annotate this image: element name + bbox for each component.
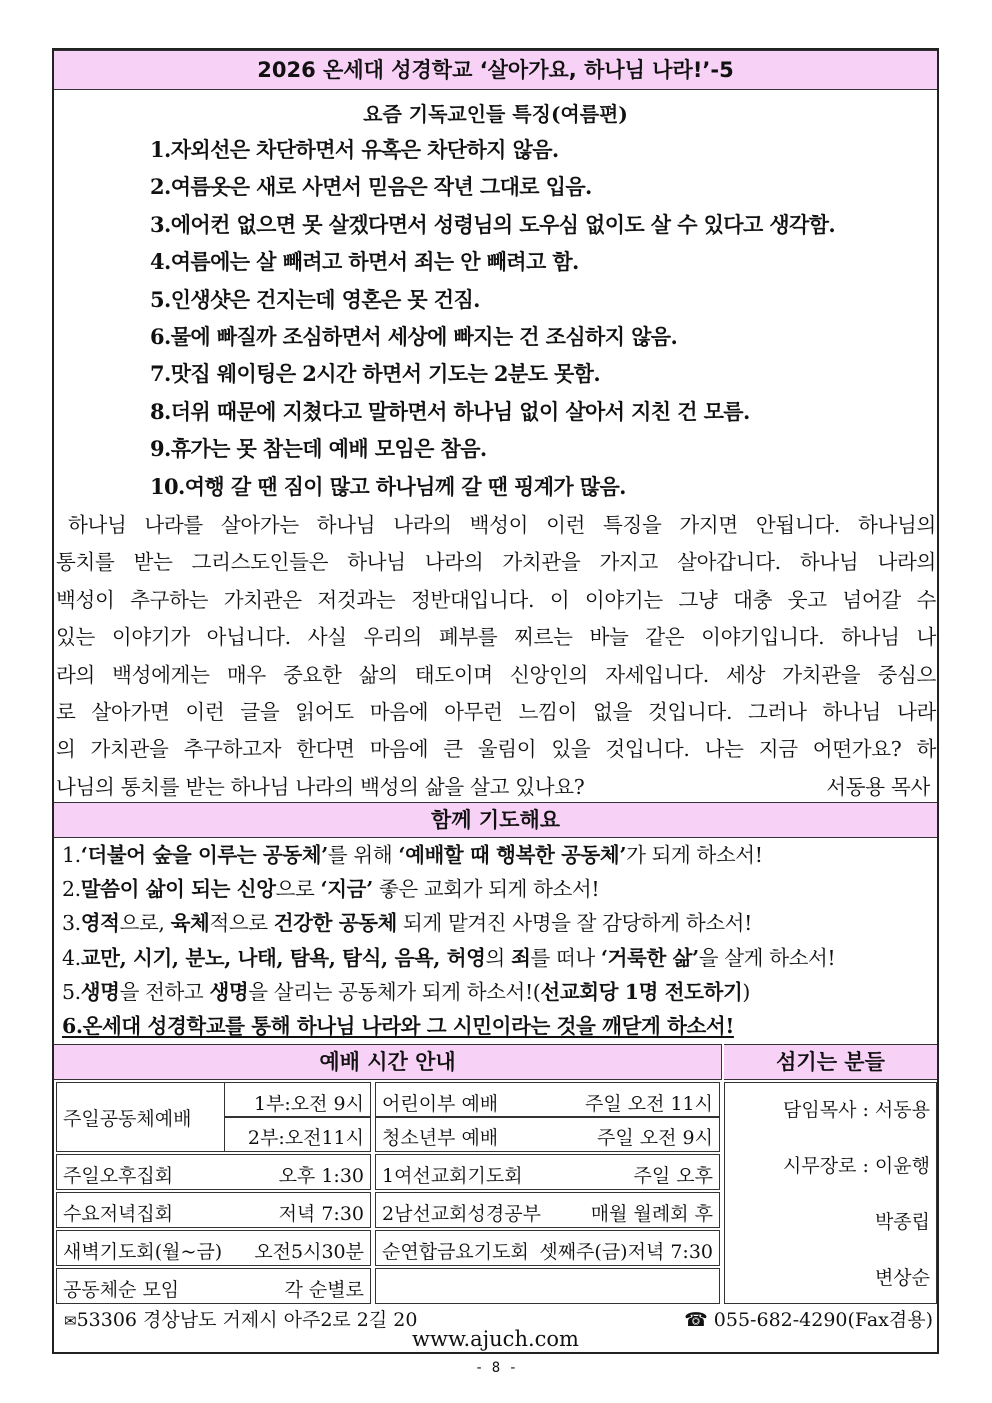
phone-icon: ☎	[684, 1309, 708, 1331]
youth-worship-label: 청소년부 예배	[382, 1127, 499, 1149]
prayer-text: 선교회당 1명 전도하기	[540, 979, 743, 1004]
prayer-item	[62, 1009, 734, 1039]
men-study-label: 2남선교회성경공부	[382, 1203, 541, 1225]
prayer-text: 교만, 시기, 분노, 나태, 탐욕, 탐식, 음욕, 허영	[80, 945, 486, 970]
servers-header: 섬기는 분들	[724, 1044, 937, 1080]
section-subtitle: 요즘 기독교인들 특징(여름편)	[363, 102, 628, 126]
trait-item: 9.휴가는 못 참는데 예배 모임은 참음.	[150, 436, 487, 462]
dawn-prayer-cell	[56, 1230, 371, 1266]
empty-cell	[375, 1268, 720, 1304]
body-line-text: 라의 백성에게는 매우 중요한 삶의 태도이며 신앙인의 자세입니다. 세상 가치관을 중심으	[56, 662, 936, 687]
body-line	[56, 583, 936, 613]
page-title: 2026 온세대 성경학교 ‘살아가요, 하나님 나라!’-5	[54, 50, 937, 90]
address: 53306 경상남도 거제시 아주2로 2길 20	[76, 1309, 418, 1331]
prayer-header: 함께 기도해요	[54, 802, 937, 838]
sunday-service-2	[224, 1116, 371, 1152]
prayer-text: ‘지금’	[320, 877, 373, 902]
prayer-text: 죄	[511, 945, 531, 970]
wednesday-time: 저녁 7:30	[278, 1203, 364, 1225]
youth-worship-cell	[375, 1116, 720, 1152]
prayer-text: 건강한 공동체	[273, 911, 397, 936]
prayer-text: 생명	[209, 979, 249, 1004]
prayer-text: ‘예배할 때 행복한 공동체’	[398, 843, 627, 867]
friday-prayer-cell	[375, 1230, 720, 1266]
body-line	[56, 695, 936, 725]
prayer-text: 5.	[62, 979, 81, 1004]
trait-item: 6.물에 빠질까 조심하면서 세상에 빠지는 건 조심하지 않음.	[150, 324, 678, 349]
elder-3: 변상순	[874, 1267, 930, 1289]
prayer-item	[62, 906, 752, 936]
body-line-text: 나님의 통치를 받는 하나님 나라의 백성의 삶을 살고 있나요?	[56, 774, 585, 799]
sunday-service-1	[224, 1082, 371, 1118]
men-study-cell	[375, 1192, 720, 1228]
prayer-text: 4.	[62, 945, 81, 970]
sunday-pm-cell	[56, 1154, 371, 1190]
body-line	[56, 620, 936, 650]
body-line	[56, 545, 936, 575]
sunday-service-1-time: 1부:오전 9시	[253, 1093, 364, 1115]
prayer-text: )	[742, 979, 750, 1004]
website-link[interactable]: www.ajuch.com	[412, 1327, 579, 1351]
body-line-text: 로 살아가면 이런 글을 읽어도 마음에 아무런 느낌이 없을 것입니다. 그러나 하나님 나라	[56, 700, 936, 724]
body-line-text: 의 가치관을 추구하고자 한다면 마음에 큰 울림이 있을 것입니다. 나는 지금 어떤가요? 하	[56, 737, 936, 762]
trait-item: 7.맛집 웨이팅은 2시간 하면서 기도는 2분도 못함.	[150, 361, 601, 387]
sunday-pm-label: 주일오후집회	[63, 1165, 174, 1187]
friday-prayer-time: 셋째주(금)저녁 7:30	[539, 1241, 713, 1263]
prayer-text: 2.	[62, 877, 81, 902]
trait-item: 2.여름옷은 새로 사면서 믿음은 작년 그대로 입음.	[150, 174, 592, 200]
youth-worship-time: 주일 오전 9시	[597, 1127, 713, 1149]
prayer-item	[62, 872, 599, 902]
wednesday-cell	[56, 1192, 371, 1228]
trait-item: 1.자외선은 차단하면서 유혹은 차단하지 않음.	[150, 137, 559, 162]
prayer-text: 을 전하고	[119, 979, 210, 1004]
cell-group-label: 공동체순 모임	[63, 1279, 180, 1301]
prayer-text: 를 위해	[327, 843, 399, 867]
body-line-text: 백성이 추구하는 가치관은 저것과는 정반대입니다. 이 이야기는 그냥 대충 웃고 넘어갈 수	[56, 587, 936, 612]
servers-box	[724, 1082, 937, 1304]
women-prayer-cell	[375, 1154, 720, 1190]
wednesday-label: 수요저녁집회	[63, 1203, 174, 1225]
prayer-text: 를 떠나	[530, 945, 601, 970]
elder-1: 시무장로 : 이윤행	[783, 1155, 930, 1177]
prayer-text: 육체	[170, 911, 210, 936]
trait-item: 8.더위 때문에 지쳤다고 말하면서 하나님 없이 살아서 지친 건 모름.	[150, 398, 750, 424]
sunday-worship-label: 주일공동체예배	[63, 1108, 192, 1130]
dawn-prayer-time: 오전5시30분	[254, 1241, 364, 1263]
body-line-text: 있는 이야기가 아닙니다. 사실 우리의 폐부를 찌르는 바늘 같은 이야기입니다. 하나님 나	[56, 625, 936, 650]
author-signature: 서동용 목사	[826, 774, 930, 799]
prayer-text: 의	[485, 945, 512, 970]
prayer-text: ‘거룩한 삶’	[600, 945, 699, 970]
prayer-text: 6.온세대 성경학교를 통해 하나님 나라와 그 시민이라는 것을 깨닫게 하소서!	[62, 1014, 734, 1038]
body-line	[56, 732, 936, 762]
prayer-text: 생명	[80, 979, 120, 1004]
mail-icon: ✉	[64, 1312, 77, 1330]
prayer-text: 말씀이 삶이 되는 신앙	[80, 877, 276, 902]
prayer-text: 가 되게 하소서!	[626, 843, 763, 867]
page-number: - 8 -	[474, 1360, 518, 1376]
sunday-service-2-time: 2부:오전11시	[247, 1127, 364, 1149]
prayer-text: 되게 맡겨진 사명을 잘 감당하게 하소서!	[396, 911, 752, 936]
trait-item: 10.여행 갈 땐 짐이 많고 하나님께 갈 땐 핑계가 많음.	[150, 473, 626, 499]
prayer-text: ‘더불어 숲을 이루는 공동체’	[80, 843, 328, 867]
prayer-text: 영적	[80, 911, 120, 936]
cell-group-time: 각 순별로	[284, 1279, 364, 1301]
prayer-text: 으로,	[119, 911, 171, 936]
children-worship-label: 어린이부 예배	[382, 1093, 499, 1115]
men-study-time: 매월 월례회 후	[590, 1203, 713, 1225]
prayer-item	[62, 975, 750, 1005]
prayer-text: 으로	[275, 877, 321, 902]
body-line-text: 통치를 받는 그리스도인들은 하나님 나라의 가치관을 가지고 살아갑니다. 하나님 나라의	[56, 550, 936, 575]
worship-header: 예배 시간 안내	[54, 1044, 722, 1080]
friday-prayer-label: 순연합금요기도회	[382, 1241, 529, 1263]
trait-item: 3.에어컨 없으면 못 살겠다면서 성령님의 도우심 없이도 살 수 있다고 생각함.	[150, 211, 836, 237]
cell-group-cell	[56, 1268, 371, 1304]
prayer-item	[62, 941, 835, 971]
prayer-text: 을 살리는 공동체가 되게 하소서!(	[248, 979, 541, 1004]
trait-item: 4.여름에는 살 빼려고 하면서 죄는 안 빼려고 함.	[150, 249, 579, 275]
prayer-text: 3.	[62, 911, 81, 936]
elder-2: 박종립	[874, 1211, 930, 1233]
children-worship-cell	[375, 1082, 720, 1118]
women-prayer-label: 1여선교회기도회	[382, 1165, 523, 1187]
phone: 055-682-4290(Fax겸용)	[713, 1309, 933, 1331]
body-line	[56, 658, 936, 688]
body-line	[56, 770, 936, 800]
prayer-text: 을 살게 하소서!	[698, 945, 836, 970]
prayer-text: 1.	[62, 843, 81, 867]
women-prayer-time: 주일 오후	[633, 1165, 713, 1187]
prayer-text: 좋은 교회가 되게 하소서!	[372, 877, 600, 902]
senior-pastor: 담임목사 : 서동용	[783, 1099, 930, 1121]
dawn-prayer-label: 새벽기도회(월~금)	[63, 1241, 223, 1263]
body-line	[68, 508, 936, 538]
children-worship-time: 주일 오전 11시	[584, 1093, 713, 1115]
prayer-text: 적으로	[209, 911, 274, 936]
sunday-pm-time: 오후 1:30	[278, 1165, 364, 1187]
body-line-text: 하나님 나라를 살아가는 하나님 나라의 백성이 이런 특징을 가지면 안됩니다. 하나님의	[68, 513, 936, 537]
bulletin-frame	[52, 48, 939, 1354]
trait-item: 5.인생샷은 건지는데 영혼은 못 건짐.	[150, 286, 480, 312]
prayer-item	[62, 838, 763, 868]
